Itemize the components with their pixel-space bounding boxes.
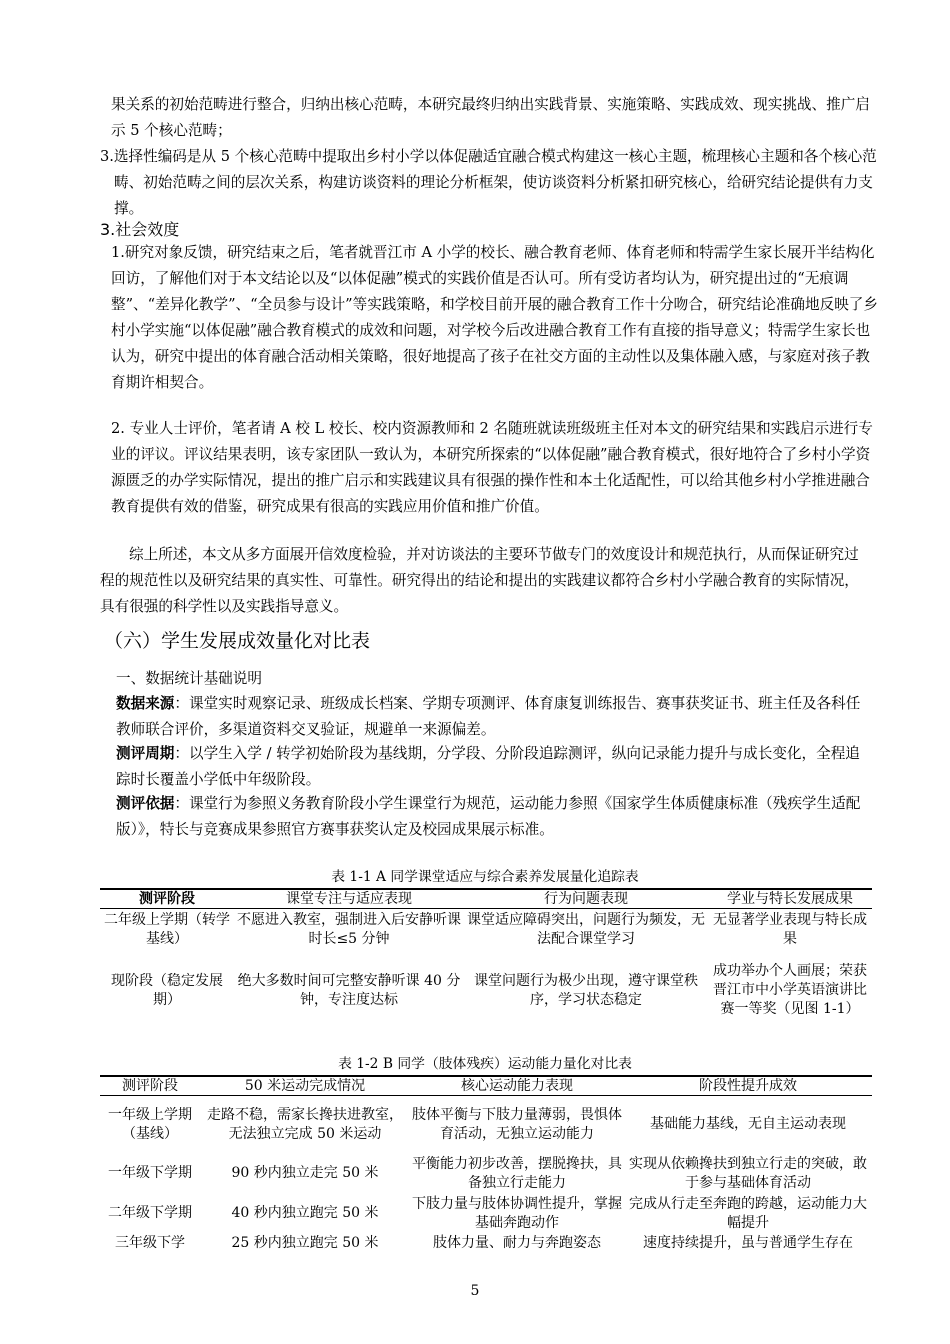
table2-header-core: 核心运动能力表现 [461, 1078, 573, 1094]
sub-title: 一、数据统计基础说明 [116, 670, 262, 687]
label-test-basis: 测评依据 [116, 795, 175, 812]
table-row [100, 1154, 872, 1194]
table2-header-row [100, 1076, 872, 1096]
paragraph-expert-review: 2. 专业人士评价，笔者请 A 校 L 校长、校内资源教师和 2 名随班就读班级班主任对本文的研究结果和实践启示进行专业的评议。评议结果表明，该专家团队一致认为，本研究所探索的“以体促融”融合教育模式，很好地符合了乡村小学资源匮乏的办学实际情况，提出的推广启示和实践建议具有很强的操作性和本土化适配性，可以给其他乡村小学推进融合教育提供有效的借鉴，研究成果有很高的实践应用价值和推广价值。 [111, 420, 873, 515]
label-test-period: 测评周期 [116, 745, 175, 762]
table2-header-50m: 50 米运动完成情况 [244, 1078, 366, 1094]
table2-caption: 表 1-2 B 同学（肢体残疾）运动能力量化对比表 [338, 1056, 632, 1072]
paragraph-summary: 综上所述，本文从多方面展开信效度检验，并对访谈法的主要环节做专门的效度设计和规范执行，从而保证研究过程的规范性以及研究结果的真实性、可靠性。研究得出的结论和提出的实践建议都符合乡村小学融合教育的实际情况，具有很强的科学性以及实践指导意义。 [100, 546, 859, 615]
table-cell: 40 秒内独立跑完 50 米 [231, 1205, 379, 1221]
table-a-student [100, 888, 872, 1031]
table-cell: 肢体力量、耐力与奔跑姿态 [433, 1235, 601, 1251]
table-cell: 三年级下学 [115, 1235, 185, 1251]
table-cell: 课堂问题行为极少出现，遵守课堂秩序，学习状态稳定 [474, 972, 698, 1008]
table-b-student [100, 1075, 872, 1254]
table-cell: 不愿进入教室，强制进入后安静听课时长≤5 分钟 [237, 911, 461, 947]
text-data-source: ：课堂实时观察记录、班级成长档案、学期专项测评、体育康复训练报告、赛事获奖证书、班主任及各科任教师联合评价，多渠道资料交叉验证，规避单一来源偏差。 [116, 695, 861, 738]
text-test-period: ：以学生入学 / 转学初始阶段为基线期，分学段、分阶段追踪测评，纵向记录能力提升与成长变化，全程追踪时长覆盖小学低中年级阶段。 [116, 745, 860, 788]
table-row [100, 1234, 872, 1254]
table2-header-improvement: 阶段性提升成效 [699, 1078, 797, 1094]
table-cell: 25 秒内独立跑完 50 米 [231, 1235, 379, 1251]
table-cell: 90 秒内独立走完 50 米 [231, 1165, 379, 1181]
table-cell: 完成从行走至奔跑的跨越，运动能力大幅提升 [629, 1195, 867, 1231]
section-title: （六）学生发展成效量化对比表 [104, 630, 371, 652]
table-row [100, 951, 872, 1031]
table-cell: 实现从依赖搀扶到独立行走的突破，敢于参与基础体育活动 [629, 1155, 867, 1191]
table2-header-stage: 测评阶段 [122, 1078, 178, 1094]
table-cell: 走路不稳，需家长搀扶进教室，无法独立完成 50 米运动 [207, 1106, 403, 1142]
label-data-source: 数据来源 [116, 695, 175, 712]
table-cell: 一年级下学期 [108, 1165, 192, 1181]
table-cell: 无显著学业表现与特长成果 [713, 911, 867, 947]
heading-social-validity: 3.社会效度 [100, 220, 180, 239]
table1-caption: 表 1-1 A 同学课堂适应与综合素养发展量化追踪表 [331, 869, 639, 885]
table1-header-focus: 课堂专注与适应表现 [286, 891, 412, 907]
paragraph-subject-feedback: 1.研究对象反馈，研究结束之后，笔者就晋江市 A 小学的校长、融合教育老师、体育老师和特需学生家长展开半结构化回访，了解他们对于本文结论以及“以体促融”模式的实践价值是否认可。所有受访者均认为，研究提出过的“无痕调整”、“差异化教学”、“全员参与设计”等实践策略，和学校目前开展的融合教育工作十分吻合，研究结论准确地反映了乡村小学实施“以体促融”融合教育模式的成效和问题，对学校今后改进融合教育工作有直接的指导意义；特需学生家长也认为，研究中提出的体育融合活动相关策略，很好地提高了孩子在社交方面的主动性以及集体融入感，与家庭对孩子教育期许相契合。 [111, 244, 878, 391]
table1-header-behavior: 行为问题表现 [544, 891, 628, 907]
table-cell: 肢体平衡与下肢力量薄弱，畏惧体育活动，无独立运动能力 [412, 1106, 622, 1142]
table-cell: 成功举办个人画展；荣获晋江市中小学英语演讲比赛一等奖（见图 1-1） [713, 963, 867, 1017]
text-test-basis: ：课堂行为参照义务教育阶段小学生课堂行为规范，运动能力参照《国家学生体质健康标准（残疾学生适配版）》，特长与竞赛成果参照官方赛事获奖认定及校园成果展示标准。 [116, 795, 861, 838]
table-cell: 二年级上学期（转学基线） [104, 911, 230, 947]
table-cell: 速度持续提升，虽与普通学生存在 [643, 1235, 853, 1251]
table-row [100, 909, 872, 951]
table-cell: 基础能力基线，无自主运动表现 [650, 1116, 846, 1133]
table-cell: 课堂适应障碍突出，问题行为频发，无法配合课堂学习 [467, 911, 705, 947]
page-number: 5 [470, 1283, 480, 1299]
table-cell: 二年级下学期 [108, 1205, 192, 1221]
table-cell: 现阶段（稳定发展期） [111, 972, 223, 1008]
table-cell: 平衡能力初步改善，摆脱搀扶，具备独立行走能力 [412, 1155, 622, 1191]
table-cell: 下肢力量与肢体协调性提升，掌握基础奔跑动作 [412, 1195, 622, 1231]
paragraph-test-period [116, 741, 868, 793]
paragraph-axial-coding-cont: 果关系的初始范畴进行整合，归纳出核心范畴，本研究最终归纳出实践背景、实施策略、实践成效、现实挑战、推广启示 5 个核心范畴； [111, 96, 870, 139]
table-cell: 一年级上学期（基线） [108, 1106, 192, 1142]
table-row [100, 1194, 872, 1234]
table1-header-row [100, 889, 872, 909]
paragraph-test-basis [116, 791, 868, 843]
table-row [100, 1096, 872, 1154]
table-cell: 绝大多数时间可完整安静听课 40 分钟，专注度达标 [237, 972, 461, 1008]
paragraph-selective-coding: 3.选择性编码是从 5 个核心范畴中提取出乡村小学以体促融适宜融合模式构建这一核心主题，梳理核心主题和各个核心范畴、初始范畴之间的层次关系，构建访谈资料的理论分析框架，使访谈资料分析紧扣研究核心，给研究结论提供有力支撑。 [100, 148, 877, 217]
paragraph-data-source [116, 691, 868, 743]
table1-header-stage: 测评阶段 [139, 891, 195, 907]
table1-header-achievement: 学业与特长发展成果 [727, 891, 853, 907]
